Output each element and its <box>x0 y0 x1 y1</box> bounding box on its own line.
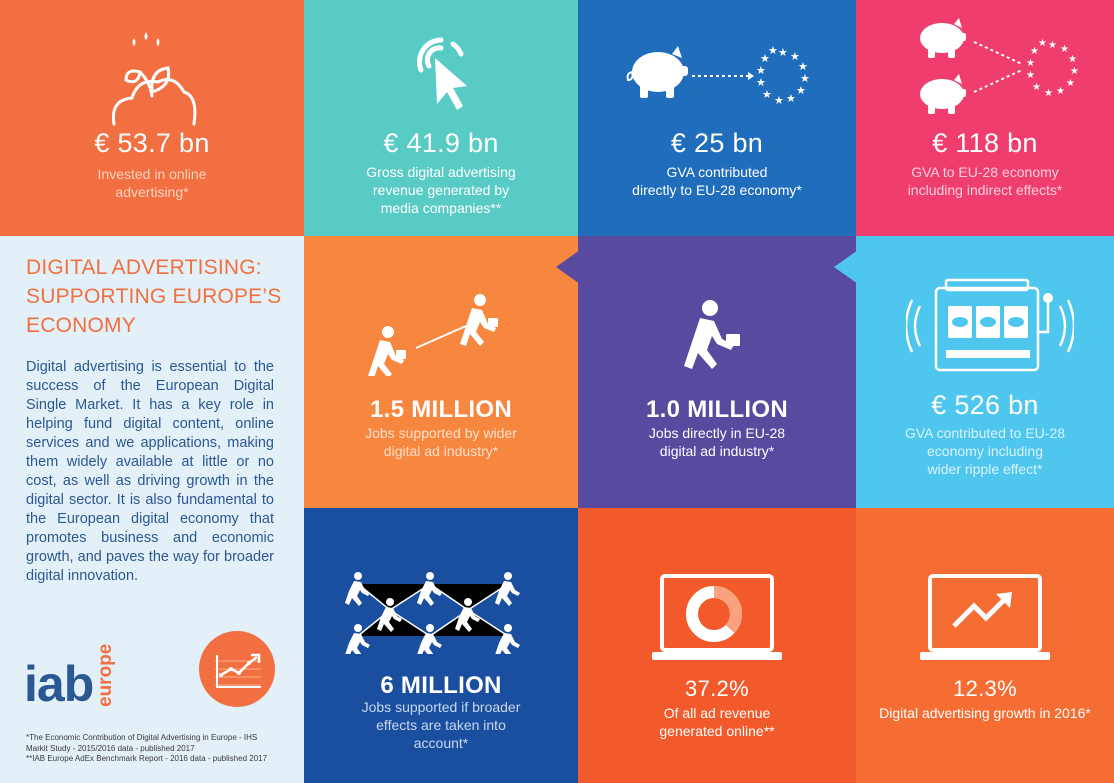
svg-text:★: ★ <box>756 76 766 89</box>
desc-line: GVA to EU-28 economy <box>911 164 1059 180</box>
svg-text:★: ★ <box>800 72 810 85</box>
svg-text:★: ★ <box>1044 88 1053 99</box>
page-title <box>26 253 286 340</box>
tile-description <box>578 163 856 199</box>
desc-line: effects are taken into <box>376 717 506 733</box>
desc-line: Invested in online <box>97 166 207 182</box>
tile-description <box>578 424 856 460</box>
svg-text:★: ★ <box>1066 78 1075 89</box>
svg-text:★: ★ <box>1048 40 1057 51</box>
tile-gross-revenue <box>304 0 578 236</box>
footnotes <box>26 733 296 765</box>
desc-line: Jobs directly in EU-28 <box>648 425 786 441</box>
tile-description <box>578 704 856 740</box>
laptop-donut-chart-icon <box>652 572 782 662</box>
svg-text:★: ★ <box>1068 54 1077 65</box>
desc-line: GVA contributed <box>666 164 768 180</box>
footnote-line: **IAB Europe AdEx Benchmark Report - 2016 data - published 2017 <box>26 754 268 763</box>
tile-description <box>304 163 578 217</box>
piggy-bank-to-eu-icon <box>622 42 822 112</box>
desc-line: Jobs supported if broader <box>361 699 521 715</box>
tile-invested <box>0 0 304 236</box>
tile-value: 1.0 MILLION <box>646 396 788 423</box>
svg-text:★: ★ <box>760 52 770 65</box>
tile-pointer <box>556 250 580 284</box>
tile-description <box>304 424 578 460</box>
svg-text:★: ★ <box>1056 86 1065 97</box>
title-line: ECONOMY <box>26 314 136 337</box>
tile-description <box>856 163 1114 199</box>
tile-gva-ripple <box>856 236 1114 508</box>
desc-line: Jobs supported by wider <box>365 425 517 441</box>
svg-text:★: ★ <box>1032 82 1041 93</box>
svg-text:★: ★ <box>1060 44 1069 55</box>
desc-line: account* <box>413 735 469 751</box>
laptop-trend-up-icon <box>920 572 1050 662</box>
svg-text:★: ★ <box>786 92 796 105</box>
intro-panel <box>0 236 304 783</box>
tile-description <box>0 165 304 201</box>
desc-line: revenue generated by <box>372 182 510 198</box>
svg-text:★: ★ <box>1026 70 1035 81</box>
footnote-line: Markit Study - 2015/2016 data - published 2017 <box>26 743 195 753</box>
tile-value: € 118 bn <box>932 128 1038 158</box>
tile-jobs-direct <box>578 236 856 508</box>
svg-text:★: ★ <box>1030 46 1039 57</box>
desc-line: wider ripple effect* <box>927 461 1043 477</box>
svg-text:★: ★ <box>798 60 808 73</box>
intro-body: Digital advertising is essential to the success of the European Digital Single Market. It has a key role in helping fund digital content, online services and we applications, making them widely available at little or no cost, as well as driving growth in the digital sector. It is also fundamental to the European digital economy that promotes business and economic growth, and paves the way for broader digital innovation. <box>26 359 274 584</box>
line-chart-icon <box>199 631 275 707</box>
two-piggy-banks-to-eu-icon <box>912 12 1092 116</box>
tile-jobs-wider <box>304 236 578 508</box>
desc-line: including indirect effects* <box>907 182 1063 198</box>
tile-value: € 41.9 bn <box>383 128 499 158</box>
tile-value: 12.3% <box>953 676 1017 701</box>
svg-text:★: ★ <box>790 50 800 63</box>
tile-gva-direct <box>578 0 856 236</box>
svg-text:★: ★ <box>762 88 772 101</box>
slot-machine-icon <box>906 276 1074 376</box>
tile-pointer <box>834 250 858 284</box>
tile-description <box>856 704 1114 722</box>
desc-line: digital ad industry* <box>383 443 499 459</box>
logo-sub-text: europe <box>95 643 116 707</box>
desc-line: Gross digital advertising <box>366 164 516 180</box>
desc-line: Digital advertising growth in 2016* <box>879 705 1091 721</box>
desc-line: advertising* <box>115 184 189 200</box>
svg-text:★: ★ <box>796 84 806 97</box>
worker-network-icon <box>344 570 544 654</box>
footnote-line: *The Economic Contribution of Digital Advertising in Europe - IHS <box>26 733 258 742</box>
svg-text:★: ★ <box>778 46 788 59</box>
svg-text:★: ★ <box>756 64 766 77</box>
cursor-click-icon <box>407 34 477 114</box>
tile-growth <box>856 508 1114 783</box>
desc-line: media companies** <box>380 200 502 216</box>
title-line: SUPPORTING EUROPE’S <box>26 285 282 308</box>
tile-ad-share <box>578 508 856 783</box>
running-workers-icon <box>368 292 508 376</box>
tile-gva-indirect <box>856 0 1114 236</box>
desc-line: economy including <box>927 443 1043 459</box>
running-worker-icon <box>682 298 752 382</box>
svg-text:★: ★ <box>1026 58 1035 69</box>
tile-description <box>304 698 578 752</box>
iab-europe-logo <box>24 631 114 711</box>
growth-chart-badge <box>199 631 275 707</box>
tile-value: € 53.7 bn <box>94 128 210 158</box>
svg-text:★: ★ <box>768 44 778 57</box>
tile-value: 37.2% <box>685 676 749 701</box>
tile-value: € 25 bn <box>670 128 764 158</box>
desc-line: directly to EU-28 economy* <box>632 182 802 198</box>
title-line: DIGITAL ADVERTISING: <box>26 256 262 279</box>
logo-main-text: iab <box>24 656 94 712</box>
desc-line: digital ad industry* <box>659 443 775 459</box>
logo-sub-mark <box>94 631 116 709</box>
plant-sprout-icon <box>108 30 200 126</box>
svg-text:★: ★ <box>1070 66 1079 77</box>
tile-value: 1.5 MILLION <box>370 396 512 423</box>
svg-text:★: ★ <box>1038 38 1047 49</box>
desc-line: Of all ad revenue <box>663 705 771 721</box>
desc-line: generated online** <box>659 723 775 739</box>
tile-jobs-broader <box>304 508 578 783</box>
tile-value: € 526 bn <box>931 390 1039 420</box>
desc-line: GVA contributed to EU-28 <box>904 425 1066 441</box>
tile-value: 6 MILLION <box>380 672 502 699</box>
tile-description <box>856 424 1114 478</box>
svg-text:★: ★ <box>774 94 784 107</box>
